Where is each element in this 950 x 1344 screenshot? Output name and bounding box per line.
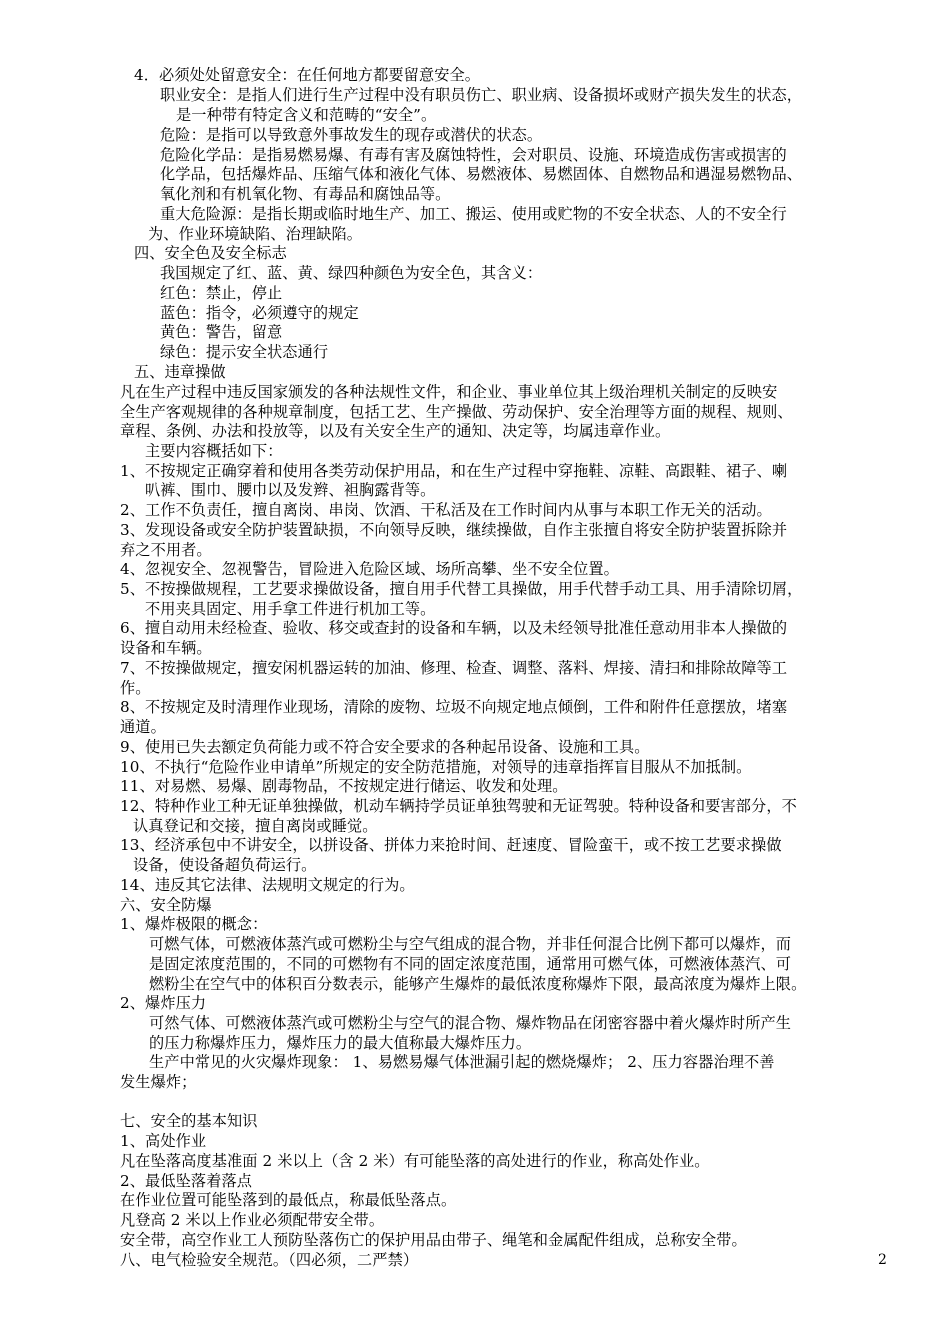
list-item: 10、不执行“危险作业申请单”所规定的安全防范措施，对领导的违章指挥盲目服从不加抵制。 [120,758,752,776]
text-line: 职业安全：是指人们进行生产过程中没有职员伤亡、职业病、设备损坏或财产损失发生的状态， [160,86,803,104]
list-item: 7、不按操做规定，擅安闲机器运转的加油、修理、检查、调整、落料、焊接、清扫和排除故障等工 [120,659,788,677]
list-item: 12、特种作业工种无证单独操做，机动车辆持学员证单独驾驶和无证驾驶。特种设备和要害部分，不 [120,797,797,815]
list-item: 14、违反其它法律、法规明文规定的行为。 [120,876,415,894]
text-line: 可然气体、可燃液体蒸汽或可燃粉尘与空气的混合物、爆炸物品在闭密容器中着火爆炸时所产生 [149,1014,792,1032]
text-line: 主要内容概括如下： [145,442,283,460]
text-line: 叭裤、围巾、腰巾以及发辫、袒胸露背等。 [145,481,436,499]
text-line: 章程、条例、办法和投放等，以及有关安全生产的通知、决定等，均属违章作业。 [120,422,671,440]
text-line: 红色：禁止，停止 [160,284,283,302]
list-item: 8、不按规定及时清理作业现场，清除的废物、垃圾不向规定地点倾倒，工件和附件任意摆放，堵塞 [120,698,788,716]
section-heading: 四、安全色及安全标志 [134,244,287,262]
text-line: 凡登高 2 米以上作业必须配带安全带。 [120,1211,385,1229]
text-line: 在作业位置可能坠落到的最低点，称最低坠落点。 [120,1191,457,1209]
text-line: 黄色：警告，留意 [160,323,283,341]
text-line: 4．必须处处留意安全：在任何地方都要留意安全。 [134,66,481,84]
text-line: 燃粉尘在空气中的体积百分数表示，能够产生爆炸的最低浓度称爆炸下限，最高浓度为爆炸上限。 [149,975,807,993]
section-heading: 七、安全的基本知识 [120,1112,258,1130]
text-line: 化学品，包括爆炸品、压缩气体和液化气体、易燃液体、易燃固体、自燃物品和遇湿易燃物品、 [160,165,803,183]
text-line: 危险化学品：是指易燃易爆、有毒有害及腐蚀特性，会对职员、设施、环境造成伤害或损害的 [160,146,787,164]
text-line: 为、作业环境缺陷、治理缺陷。 [148,225,363,243]
list-item: 9、使用已失去额定负荷能力或不符合安全要求的各种起吊设备、设施和工具。 [120,738,650,756]
text-line: 绿色：提示安全状态通行 [160,343,329,361]
text-line: 通道。 [120,718,166,736]
text-line: 的压力称爆炸压力，爆炸压力的最大值称最大爆炸压力。 [149,1034,532,1052]
text-line: 弃之不用者。 [120,541,212,559]
text-line: 2、最低坠落着落点 [120,1172,253,1190]
text-line: 可燃气体，可燃液体蒸汽或可燃粉尘与空气组成的混合物，并非任何混合比例下都可以爆炸，而 [149,935,792,953]
text-line: 1、高处作业 [120,1132,207,1150]
text-line: 生产中常见的火灾爆炸现象： 1、易燃易爆气体泄漏引起的燃烧爆炸； 2、压力容器治理不善 [149,1053,775,1071]
text-line: 全生产客观规律的各种规章制度，包括工艺、生产操做、劳动保护、安全治理等方面的规程、规则、 [120,403,793,421]
text-line: 氧化剂和有机氧化物、有毒品和腐蚀品等。 [160,185,451,203]
section-heading: 五、违章操做 [134,363,226,381]
text-line: 发生爆炸； [120,1073,197,1091]
text-line: 设备，使设备超负荷运行。 [133,856,317,874]
text-line: 重大危险源：是指长期或临时地生产、加工、搬运、使用或贮物的不安全状态、人的不安全行 [160,205,787,223]
list-item: 1、不按规定正确穿着和使用各类劳动保护用品，和在生产过程中穿拖鞋、凉鞋、高跟鞋、裙子、喇 [120,462,788,480]
list-item: 4、忽视安全、忽视警告，冒险进入危险区域、场所高攀、坐不安全位置。 [120,560,619,578]
text-line: 认真登记和交接，擅自离岗或睡觉。 [133,817,378,835]
text-line: 危险：是指可以导致意外事故发生的现存或潜伏的状态。 [160,126,543,144]
text-line: 2、爆炸压力 [120,994,207,1012]
text-line: 安全带，高空作业工人预防坠落伤亡的保护用品由带子、绳笔和金属配件组成，总称安全带。 [120,1231,747,1249]
text-line: 是一种带有特定含义和范畴的“安全”。 [176,106,437,124]
text-line: 凡在生产过程中违反国家颁发的各种法规性文件，和企业、事业单位其上级治理机关制定的反映安 [120,383,778,401]
text-line: 不用夹具固定、用手拿工件进行机加工等。 [145,600,436,618]
text-line: 1、爆炸极限的概念： [120,915,268,933]
list-item: 5、不按操做规程，工艺要求操做设备，擅自用手代替工具操做，用手代替手动工具、用手清除切屑， [120,580,803,598]
page-number: 2 [878,1252,887,1268]
text-line: 设备和车辆。 [120,639,212,657]
list-item: 13、经济承包中不讲安全，以拼设备、拼体力来抢时间、赶速度、冒险蛮干，或不按工艺要求操做 [120,836,782,854]
text-line: 作。 [120,679,151,697]
text-line: 我国规定了红、蓝、黄、绿四种颜色为安全色，其含义： [160,264,543,282]
list-item: 6、擅自动用未经检查、验收、移交或查封的设备和车辆，以及未经领导批准任意动用非本人操做的 [120,619,788,637]
section-heading: 六、安全防爆 [120,896,212,914]
text-line: 蓝色：指令，必须遵守的规定 [160,304,359,322]
text-line: 是固定浓度范围的，不同的可燃物有不同的固定浓度范围，通常用可燃气体，可燃液体蒸汽、可 [149,955,792,973]
section-heading: 八、电气检验安全规范。（四必须，二严禁） [120,1251,419,1269]
list-item: 3、发现设备或安全防护装置缺损，不向领导反映，继续操做，自作主张擅自将安全防护装置拆除并 [120,521,788,539]
text-line: 凡在坠落高度基准面 2 米以上（含 2 米）有可能坠落的高处进行的作业，称高处作业。 [120,1152,710,1170]
list-item: 11、对易燃、易爆、剧毒物品，不按规定进行储运、收发和处理。 [120,777,568,795]
list-item: 2、工作不负责任，擅自离岗、串岗、饮酒、干私活及在工作时间内从事与本职工作无关的活动。 [120,501,772,519]
